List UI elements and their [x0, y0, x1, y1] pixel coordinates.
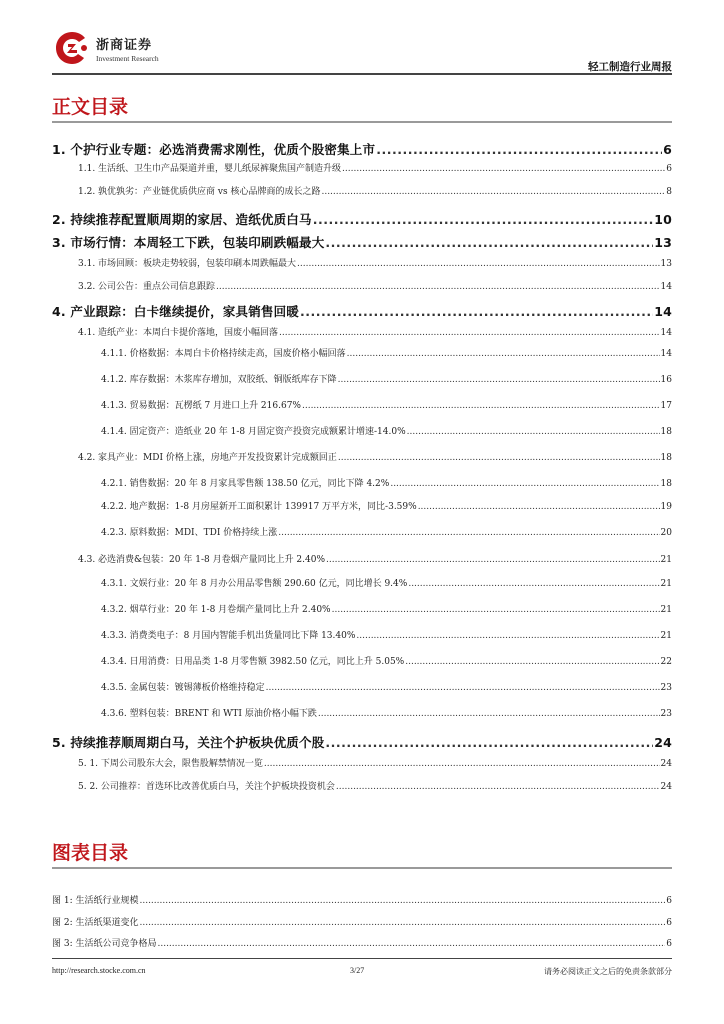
toc-entry-page: 23 [660, 683, 672, 693]
toc-entry-leader [342, 164, 665, 174]
footer-url[interactable]: http://research.stocke.com.cn [52, 966, 146, 975]
toc-entry[interactable] [101, 424, 672, 437]
toc-entry[interactable] [101, 499, 672, 512]
toc-entry-page: 18 [660, 479, 672, 489]
toc-entry-page: 18 [660, 427, 672, 437]
toc-entry[interactable] [101, 476, 672, 489]
figure-entry[interactable] [52, 936, 672, 949]
toc-entry[interactable] [101, 372, 672, 385]
toc-entry-leader [318, 709, 660, 719]
toc-entry-leader [338, 375, 660, 385]
toc-entry-text: 4.3.4. 日用消费：日用品类 1-8 月零售额 3982.50 亿元，同比上升 5.05% [101, 657, 405, 667]
toc-entry-leader [405, 657, 659, 667]
figure-entry[interactable] [52, 915, 672, 928]
toc-entry-text: 4.3.2. 烟草行业：20 年 1-8 月卷烟产量同比上升 2.40% [101, 605, 331, 615]
toc-entry-page: 8 [666, 187, 672, 197]
toc-entry-page: 6 [666, 164, 672, 174]
toc-entry-text: 1.2. 孰优孰劣：产业链优质供应商 vs 核心品牌商的成长之路 [78, 187, 321, 197]
toc-entry[interactable] [101, 654, 672, 667]
footer-disclaimer: 请务必阅读正文之后的免责条款部分 [544, 967, 672, 976]
figure-entry[interactable] [52, 893, 672, 906]
toc-entry-text: 4.1.3. 贸易数据：瓦楞纸 7 月进口上升 216.67% [101, 401, 301, 411]
toc-entry-leader [300, 304, 653, 319]
figure-entry-text: 图 3: 生活纸公司竞争格局 [52, 939, 157, 949]
toc-entry-page: 24 [660, 782, 672, 792]
toc-entry-leader [408, 579, 659, 589]
toc-entry-page: 13 [654, 235, 672, 250]
figure-entry-page: 6 [666, 918, 672, 928]
toc-entry-leader [326, 555, 660, 565]
toc-entry-leader [376, 142, 662, 157]
toc-entry[interactable] [78, 552, 672, 565]
toc-entry-leader [356, 631, 659, 641]
toc-entry-page: 6 [663, 142, 672, 157]
toc-entry-leader [418, 502, 660, 512]
page-number: 3/27 [350, 966, 365, 975]
toc-entry-page: 20 [660, 528, 672, 538]
toc-entry-leader [332, 605, 660, 615]
toc-entry-text: 4.3. 必选消费&包装：20 年 1-8 月卷烟产量同比上升 2.40% [78, 555, 326, 565]
toc-entry-page: 21 [660, 555, 672, 565]
toc-entry-text: 5. 持续推荐顺周期白马，关注个护板块优质个股 [52, 735, 325, 750]
toc-entry-text: 4.3.1. 文娱行业：20 年 8 月办公用品零售额 290.60 亿元，同比增长 9.4% [101, 579, 408, 589]
footer-divider [52, 958, 672, 959]
toc-entry-leader [279, 328, 660, 338]
toc-title: 正文目录 [52, 96, 129, 118]
toc-entry-leader [297, 259, 660, 269]
toc-entry-page: 14 [660, 349, 672, 359]
toc-entry-leader [336, 782, 660, 792]
toc-entry[interactable] [78, 256, 672, 269]
toc-entry[interactable] [78, 450, 672, 463]
brand-logo-icon [54, 30, 90, 66]
toc-entry-text: 4.1.4. 固定资产：造纸业 20 年 1-8 月固定资产投资完成额累计增速-14.0% [101, 427, 406, 437]
toc-entry[interactable] [52, 302, 672, 320]
toc-entry[interactable] [52, 140, 672, 158]
toc-entry-text: 4.3.6. 塑料包装：BRENT 和 WTI 原油价格小幅下跌 [101, 709, 317, 719]
toc-entry[interactable] [78, 779, 672, 792]
toc-title-divider [52, 121, 672, 123]
toc-entry-text: 4.2. 家具产业：MDI 价格上涨，房地产开发投资累计完成额回正 [78, 453, 337, 463]
figures-title-divider [52, 867, 672, 869]
toc-entry-text: 4.2.3. 原料数据：MDI、TDI 价格持续上涨 [101, 528, 278, 538]
toc-entry-leader [347, 349, 660, 359]
toc-entry-leader [325, 735, 653, 750]
toc-entry-text: 2. 持续推荐配置顺周期的家居、造纸优质白马 [52, 212, 312, 227]
toc-entry[interactable] [52, 733, 672, 751]
toc-entry-text: 4.3.3. 消费类电子：8 月国内智能手机出货量同比下降 13.40% [101, 631, 356, 641]
toc-entry-leader [325, 235, 653, 250]
toc-entry[interactable] [52, 233, 672, 251]
toc-entry-text: 3. 市场行情：本周轻工下跌，包装印刷跌幅最大 [52, 235, 325, 250]
toc-entry-text: 4.2.2. 地产数据：1-8 月房屋新开工面积累计 139917 万平方米，同比-3.59% [101, 502, 417, 512]
toc-entry-text: 4.1. 造纸产业：本周白卡提价落地，国废小幅回落 [78, 328, 279, 338]
header-divider [52, 73, 672, 75]
toc-entry-page: 16 [660, 375, 672, 385]
toc-entry-text: 4.2.1. 销售数据：20 年 8 月家具零售额 138.50 亿元，同比下降 4.2% [101, 479, 390, 489]
toc-entry-leader [321, 187, 665, 197]
toc-entry-page: 21 [660, 579, 672, 589]
toc-entry-text: 4.3.5. 金属包装：镀锡薄板价格维持稳定 [101, 683, 265, 693]
toc-entry[interactable] [101, 398, 672, 411]
page-header [52, 28, 672, 78]
toc-entry-text: 5. 1. 下周公司股东大会，限售股解禁情况一览 [78, 759, 263, 769]
toc-entry[interactable] [101, 706, 672, 719]
toc-entry-text: 3.2. 公司公告：重点公司信息跟踪 [78, 282, 216, 292]
toc-entry-leader [266, 683, 660, 693]
toc-entry-leader [278, 528, 659, 538]
figure-entry-leader [157, 939, 665, 949]
toc-entry-page: 19 [660, 502, 672, 512]
brand-subtitle: Investment Research [96, 54, 159, 63]
toc-entry-leader [407, 427, 660, 437]
toc-entry[interactable] [101, 525, 672, 538]
toc-entry-page: 13 [660, 259, 672, 269]
toc-entry-leader [313, 212, 654, 227]
toc-entry-page: 14 [654, 304, 672, 319]
toc-entry-text: 5. 2. 公司推荐：首选环比改善优质白马，关注个护板块投资机会 [78, 782, 335, 792]
toc-entry-page: 17 [660, 401, 672, 411]
toc-entry[interactable] [101, 680, 672, 693]
toc-entry-leader [264, 759, 660, 769]
figure-entry-leader [139, 918, 665, 928]
report-type: 轻工制造行业周报 [588, 61, 672, 73]
toc-entry-text: 4.1.1. 价格数据：本周白卡价格持续走高，国废价格小幅回落 [101, 349, 346, 359]
toc-entry-leader [390, 479, 659, 489]
figure-entry-text: 图 2: 生活纸渠道变化 [52, 918, 139, 928]
toc-entry-text: 4.1.2. 库存数据：木浆库存增加，双胶纸、铜版纸库存下降 [101, 375, 337, 385]
toc-entry-page: 14 [660, 328, 672, 338]
toc-entry-text: 1.1. 生活纸、卫生巾产品渠道并重，婴儿纸尿裤聚焦国产制造升级 [78, 164, 342, 174]
toc-entry-page: 22 [660, 657, 672, 667]
toc-entry-leader [338, 453, 660, 463]
toc-entry-page: 24 [660, 759, 672, 769]
toc-entry[interactable] [78, 756, 672, 769]
toc-entry-text: 4. 产业跟踪：白卡继续提价，家具销售回暖 [52, 304, 299, 319]
figure-entry-page: 6 [666, 939, 672, 949]
toc-entry[interactable] [101, 346, 672, 359]
brand-logo [52, 28, 192, 72]
toc-entry[interactable] [78, 325, 672, 338]
toc-entry[interactable] [101, 602, 672, 615]
toc-entry-text: 1. 个护行业专题：必选消费需求刚性，优质个股密集上市 [52, 142, 376, 157]
toc-entry-page: 18 [660, 453, 672, 463]
figure-entry-page: 6 [666, 896, 672, 906]
toc-entry-page: 14 [660, 282, 672, 292]
toc-entry[interactable] [52, 210, 672, 228]
figure-entry-leader [139, 896, 665, 906]
toc-entry-text: 3.1. 市场回顾：板块走势较弱，包装印刷本周跌幅最大 [78, 259, 297, 269]
toc-entry-page: 24 [654, 735, 672, 750]
figure-entry-text: 图 1: 生活纸行业规模 [52, 896, 139, 906]
toc-entry-page: 10 [654, 212, 672, 227]
toc-entry[interactable] [101, 576, 672, 589]
brand-name: 浙商证券 [96, 38, 153, 53]
toc-entry-page: 21 [660, 631, 672, 641]
toc-entry-page: 21 [660, 605, 672, 615]
toc-entry[interactable] [101, 628, 672, 641]
toc-entry[interactable] [78, 279, 672, 292]
toc-entry-page: 23 [660, 709, 672, 719]
figures-title: 图表目录 [52, 842, 129, 864]
toc-entry-leader [302, 401, 660, 411]
toc-entry[interactable] [78, 184, 672, 197]
toc-entry-leader [216, 282, 660, 292]
toc-entry[interactable] [78, 161, 672, 174]
